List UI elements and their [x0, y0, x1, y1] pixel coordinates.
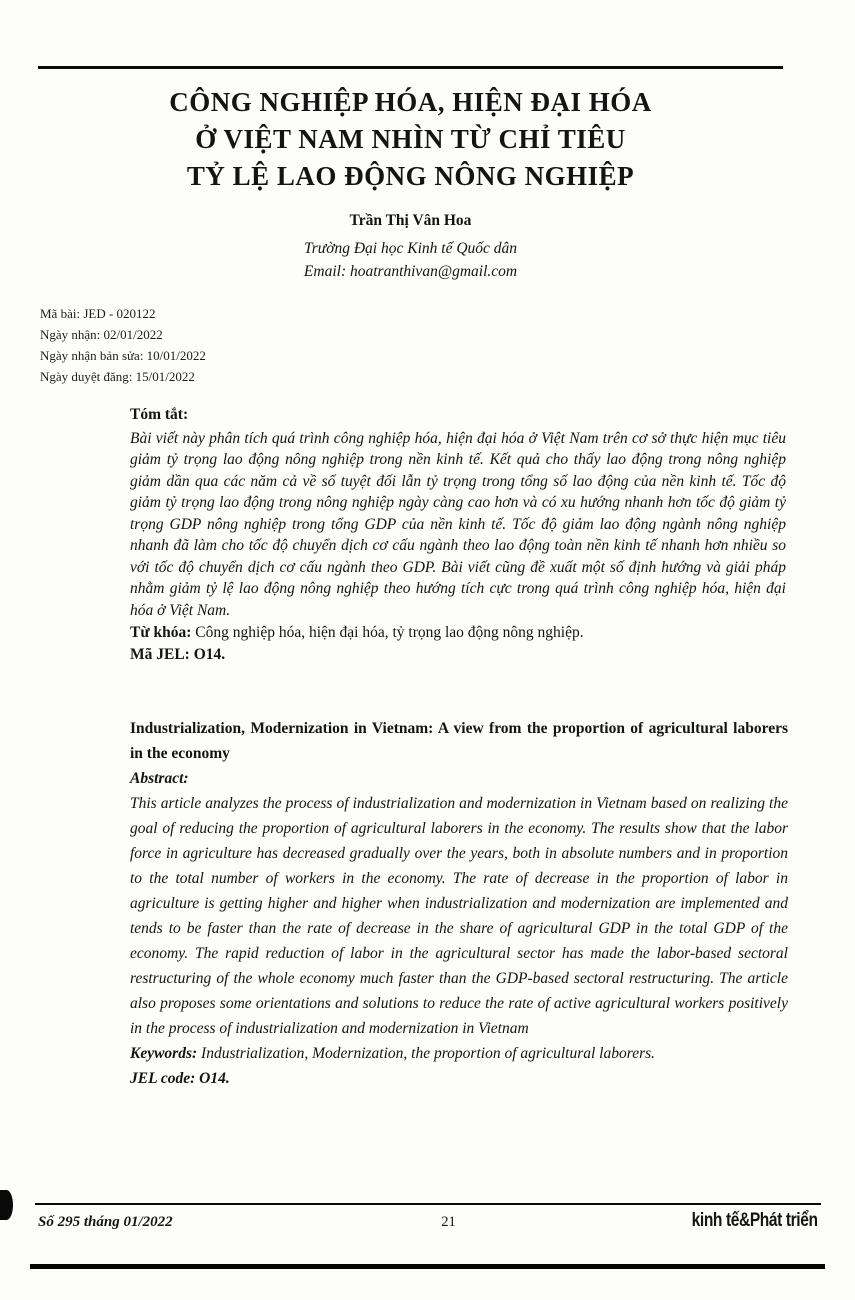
keywords-en-label: Keywords:: [130, 1045, 198, 1062]
abstract-en-heading: Abstract:: [130, 770, 189, 787]
jel-en: JEL code: O14.: [130, 1070, 230, 1087]
meta-received-date: Ngày nhận: 02/01/2022: [40, 327, 163, 342]
abstract-en-body: This article analyzes the process of industrialization and modernization in Vietnam based on realizing the goal of reducing the proportion of agricultural laborers in the economy. The results show that the labor force in agriculture has decreased gradually over the years, both in absolute numbers and in proportion to the total number of workers in the economy. The rate of decrease in the proportion of labor in agriculture is getting higher and higher when industrialization and modernization are implemented and tends to be faster than the rate of decrease in the share of agricultural GDP in the total GDP of the economy. The rapid reduction of labor in the agricultural sector has made the labor-based sectoral restructuring of the whole economy much faster than the GDP-based sectoral restructuring. The article also proposes some orientations and solutions to reduce the rate of active agricultural workers positively in the process of industrialization and modernization in Vietnam: [130, 795, 788, 1037]
journal-logo: kinh tế&Phát triển: [692, 1210, 818, 1231]
article-title: [38, 84, 783, 195]
footer: [38, 1210, 818, 1232]
abstract-vi-heading: Tóm tắt:: [130, 406, 189, 423]
footer-issue: Số 295 tháng 01/2022: [38, 1214, 173, 1230]
meta-accepted-date: Ngày duyệt đăng: 15/01/2022: [40, 369, 195, 384]
abstract-vietnamese: [130, 404, 786, 665]
jel-vi: Mã JEL: O14.: [130, 645, 226, 663]
abstract-en-keywords: [130, 1041, 788, 1066]
abstract-vi-body: Bài viết này phân tích quá trình công nghiệp hóa, hiện đại hóa ở Việt Nam trên cơ sở thực hiện mục tiêu giảm tỷ trọng lao động nông nghiệp trong nền kinh tế. Kết quả cho thấy lao động trong nông nghiệp giảm dần qua các năm cả về số tuyệt đối lẫn tỷ trọng trong tổng số lao động của nền kinh tế. Tốc độ giảm tỷ trọng lao động trong nông nghiệp ngày càng cao hơn và có xu hướng nhanh hơn tốc độ giảm tỷ trọng GDP nông nghiệp trong tổng GDP của nền kinh tế. Tốc độ giảm lao động ngành nông nghiệp nhanh đã làm cho tốc độ chuyển dịch cơ cấu ngành theo lao động toàn nền kinh tế nhanh hơn nhiều so với tốc độ chuyển dịch cơ cấu ngành theo GDP. Bài viết cũng đề xuất một số định hướng và giải pháp nhằm giảm tỷ lệ lao động nông nghiệp theo hướng tích cực trong quá trình công nghiệp hóa, hiện đại hóa ở Việt Nam.: [130, 429, 786, 619]
scan-ink-artifact: [0, 1190, 13, 1220]
bottom-rule: [30, 1264, 825, 1269]
keywords-en-text: Industrialization, Modernization, the proportion of agricultural laborers.: [197, 1045, 656, 1062]
author-name: Trần Thị Vân Hoa: [349, 212, 472, 229]
keywords-vi-text: Công nghiệp hóa, hiện đại hóa, tỷ trọng lao động nông nghiệp.: [191, 624, 584, 641]
title-line-3: TỶ LỆ LAO ĐỘNG NÔNG NGHIỆP: [186, 161, 635, 191]
submission-metadata: [40, 303, 340, 387]
title-line-2: Ở VIỆT NAM NHÌN TỪ CHỈ TIÊU: [195, 124, 626, 154]
author-email: Email: hoatranthivan@gmail.com: [303, 263, 518, 280]
meta-article-id: Mã bài: JED - 020122: [40, 306, 156, 321]
footer-page-number: 21: [441, 1214, 456, 1230]
abstract-vi-keywords: [130, 622, 786, 644]
top-rule: [38, 66, 783, 69]
english-title: Industrialization, Modernization in Vietnam: A view from the proportion of agricultural laborers in the economy: [130, 720, 788, 762]
footer-rule: [35, 1203, 821, 1205]
keywords-vi-label: Từ khóa:: [130, 624, 192, 641]
author-affiliation: Trường Đại học Kinh tế Quốc dân: [303, 240, 518, 257]
title-line-1: CÔNG NGHIỆP HÓA, HIỆN ĐẠI HÓA: [169, 87, 652, 117]
abstract-english: [130, 716, 788, 1091]
meta-revised-date: Ngày nhận bản sửa: 10/01/2022: [40, 348, 206, 363]
